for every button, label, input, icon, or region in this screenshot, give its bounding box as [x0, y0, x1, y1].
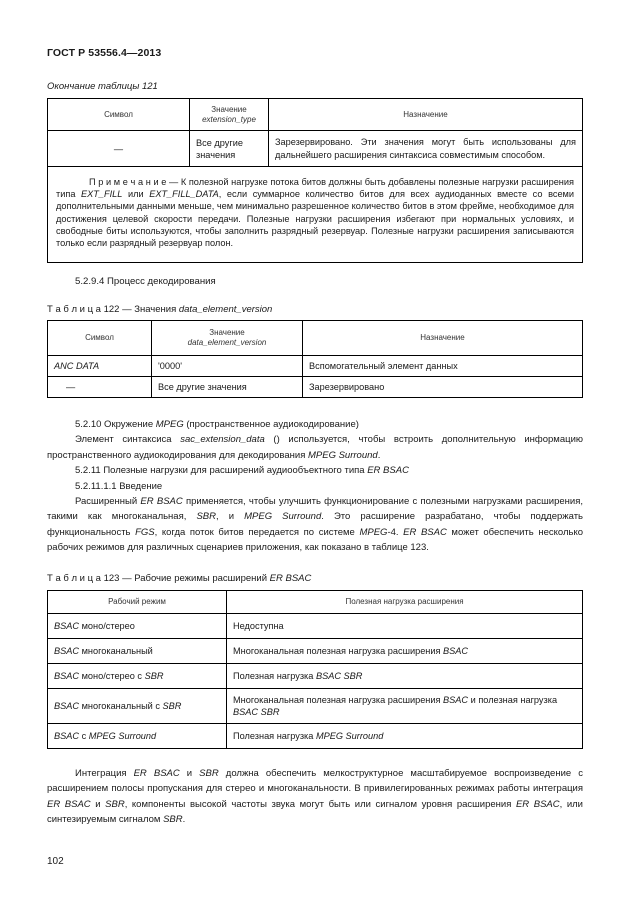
table-122-cell-symbol: ANC DATA	[48, 356, 152, 377]
table-121-cell-purpose: Зарезервировано. Эти значения могут быть использованы для дальнейшего расширения синтаксиса совместимым способом.	[269, 131, 583, 167]
table-123-cell-mode: BSAC многоканальный	[48, 639, 227, 664]
section-5211-paragraph: Расширенный ER BSAC применяется, чтобы улучшить функционирование с полезными нагрузками расширения, такими как многоканальная, SBR, и MPEG Surround. Это расширение разрабатано, чтобы поддержать функциональность FGS, когда поток битов передается по системе MPEG-4. ER BSAC может обеспечить несколько рабочих режимов для различных сценариев приложения, как показано в таблице 123.	[47, 496, 583, 554]
table-122-header-symbol: Символ	[48, 321, 152, 356]
section-5210-paragraph: Элемент синтаксиса sac_extension_data () используется, чтобы встроить дополнительную информацию пространственного аудиокодирования для декодирования MPEG Surround.	[47, 434, 583, 461]
table-row	[48, 639, 583, 664]
table-123-cell-payload: Полезная нагрузка MPEG Surround	[227, 724, 583, 749]
table-121-caption: Окончание таблицы 121	[47, 81, 158, 92]
table-123-cell-payload: Недоступна	[227, 614, 583, 639]
table-row	[48, 664, 583, 689]
table-122	[47, 320, 583, 398]
table-122-caption: Т а б л и ц а 122 — Значения data_element_version	[47, 304, 273, 315]
table-row	[48, 377, 583, 398]
table-121-header-purpose: Назначение	[269, 99, 583, 131]
table-123-cell-payload: Полезная нагрузка BSAC SBR	[227, 664, 583, 689]
table-122-cell-value: '0000'	[152, 356, 303, 377]
section-5211-heading: 5.2.11 Полезные нагрузки для расширений аудиообъектного типа ER BSAC	[75, 465, 409, 477]
section-5211-subheading: 5.2.11.1.1 Введение	[75, 480, 163, 492]
table-122-header-value: Значение data_element_version	[152, 321, 303, 356]
page-number: 102	[47, 856, 64, 867]
table-121-cell-symbol: —	[48, 131, 190, 167]
table-123-cell-mode: BSAC моно/стерео	[48, 614, 227, 639]
table-122-cell-symbol: —	[48, 377, 152, 398]
table-123-cell-mode: BSAC моно/стерео с SBR	[48, 664, 227, 689]
table-121-note: П р и м е ч а н и е — К полезной нагрузке потока битов должны быть добавлены полезные нагрузки расширения типа EXT_FILL или EXT_FILL_DATA, если суммарное количество битов для всех аудиоданных вместе со всеми дополнительными данными меньше, чем минимально разрешенное количество битов в этом фрейме, необходимое для достижения целевой скорости передачи. Полезные нагрузки расширения избегают при нормальных условиях, и свободные биты используются, чтобы заполнить разрядный резервуар. Полезные нагрузки расширения записываются только если разрядный резервуар полон.	[48, 167, 583, 263]
section-5210-heading: 5.2.10 Окружение MPEG (пространственное аудиокодирование)	[75, 419, 359, 430]
table-row	[48, 689, 583, 724]
table-121-header-symbol: Символ	[48, 99, 190, 131]
table-row	[48, 724, 583, 749]
table-row	[48, 356, 583, 377]
closing-paragraph: Интеграция ER BSAC и SBR должна обеспечить мелкоструктурное масштабируемое воспроизведение с расширением полосы пропускания для стерео и многоканальности. В привилегированных режимах работы интеграция ER BSAC и SBR, компоненты высокой частоты звука могут быть или сигналом уровня расширения ER BSAC, или синтезируемым сигналом SBR.	[47, 768, 583, 826]
table-122-header-purpose: Назначение	[303, 321, 583, 356]
table-121-cell-value: Все другие значения	[190, 131, 269, 167]
section-5210-block	[47, 417, 583, 556]
table-122-cell-purpose: Вспомогательный элемент данных	[303, 356, 583, 377]
table-123	[47, 590, 583, 749]
table-123-caption: Т а б л и ц а 123 — Рабочие режимы расширений ER BSAC	[47, 573, 312, 584]
table-123-cell-payload: Многоканальная полезная нагрузка расширения BSAC и полезная нагрузка BSAC SBR	[227, 689, 583, 724]
table-123-cell-mode: BSAC многоканальный с SBR	[48, 689, 227, 724]
table-123-cell-payload: Многоканальная полезная нагрузка расширения BSAC	[227, 639, 583, 664]
standard-designation: ГОСТ Р 53556.4—2013	[47, 47, 162, 59]
table-122-cell-purpose: Зарезервировано	[303, 377, 583, 398]
table-121-header-value: Значение extension_type	[190, 99, 269, 131]
table-121	[47, 98, 583, 263]
table-123-header-mode: Рабочий режим	[48, 591, 227, 614]
table-122-cell-value: Все другие значения	[152, 377, 303, 398]
table-123-cell-mode: BSAC с MPEG Surround	[48, 724, 227, 749]
table-123-header-payload: Полезная нагрузка расширения	[227, 591, 583, 614]
table-row	[48, 614, 583, 639]
section-5294-title: 5.2.9.4 Процесс декодирования	[75, 276, 216, 287]
